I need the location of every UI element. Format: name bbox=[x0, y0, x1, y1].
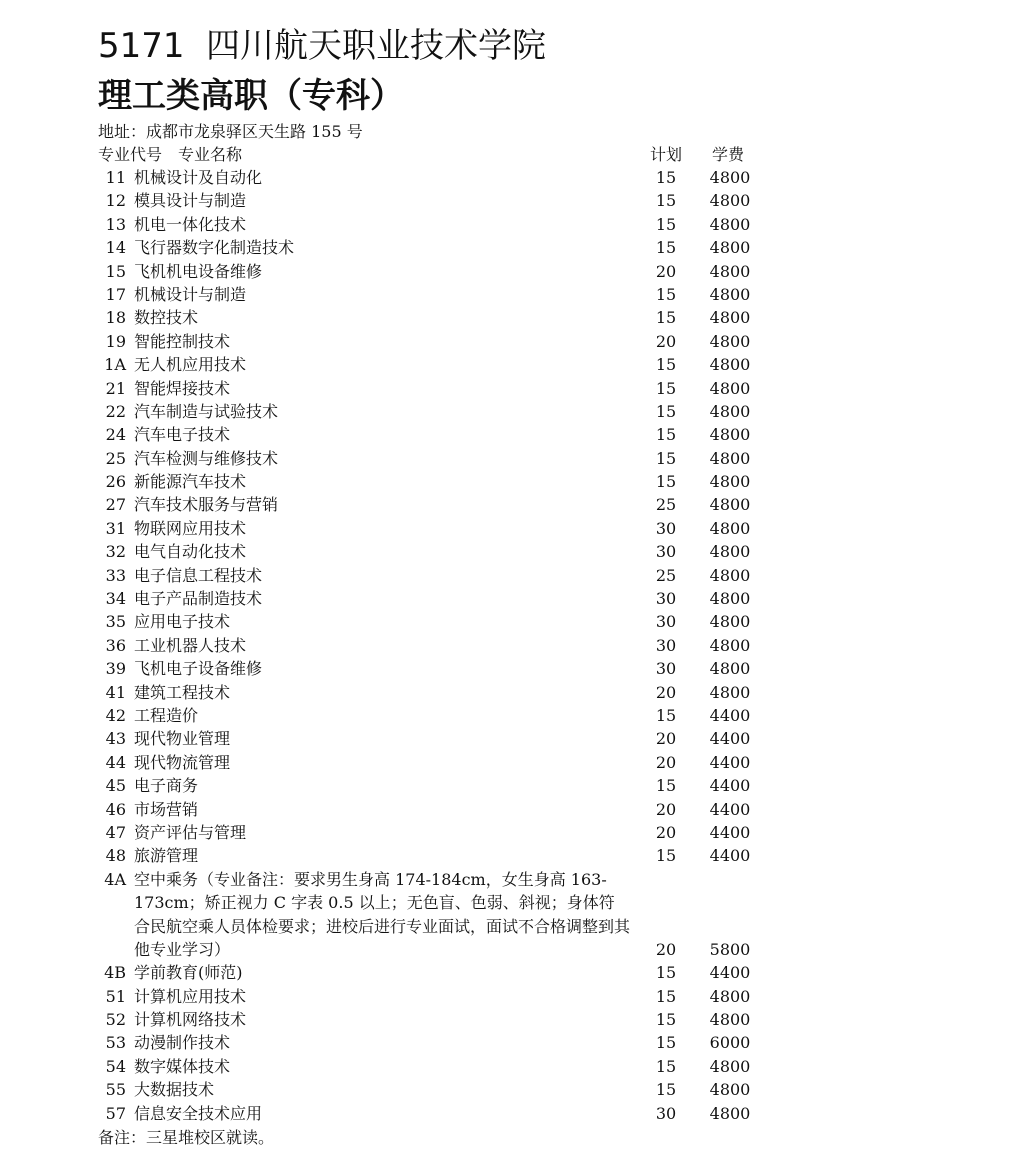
enrollment-plan: 30 bbox=[655, 1103, 677, 1123]
tuition-fee: 6000 bbox=[709, 1033, 751, 1053]
table-row bbox=[98, 961, 798, 984]
table-row bbox=[98, 868, 798, 962]
table-row bbox=[98, 681, 798, 704]
tuition-fee: 4800 bbox=[709, 542, 751, 562]
enrollment-plan: 15 bbox=[655, 1010, 677, 1030]
table-row bbox=[98, 353, 798, 376]
major-code: 39 bbox=[105, 659, 126, 679]
table-row bbox=[98, 236, 798, 259]
major-code: 22 bbox=[105, 401, 126, 421]
major-name: 计算机网络技术 bbox=[134, 1010, 247, 1030]
major-name: 物联网应用技术 bbox=[134, 518, 247, 538]
major-name: 市场营销 bbox=[134, 799, 199, 819]
enrollment-plan: 20 bbox=[655, 822, 677, 842]
major-code: 17 bbox=[105, 284, 126, 304]
major-code: 46 bbox=[105, 799, 126, 819]
tuition-fee: 4400 bbox=[709, 822, 751, 842]
major-name: 汽车制造与试验技术 bbox=[134, 401, 279, 421]
enrollment-plan: 15 bbox=[655, 191, 677, 211]
major-code: 41 bbox=[105, 682, 126, 702]
major-name: 电子信息工程技术 bbox=[134, 565, 263, 585]
enrollment-plan: 15 bbox=[655, 776, 677, 796]
major-name: 空中乘务（专业备注：要求男生身高 174-184cm，女生身高 163-173cm；矫正视力 C 字表 0.5 以上；无色盲、色弱、斜视；身体符合民航空乘人员体检要求；进校后进行专业面试，面试不合格调整到其他专业学习） bbox=[134, 869, 631, 959]
major-name: 工程造价 bbox=[134, 705, 199, 725]
major-name: 机械设计与制造 bbox=[134, 284, 247, 304]
major-name: 数控技术 bbox=[134, 308, 199, 328]
table-row bbox=[98, 330, 798, 353]
table-row bbox=[98, 260, 798, 283]
tuition-fee: 4800 bbox=[709, 355, 751, 375]
tuition-fee: 4800 bbox=[709, 472, 751, 492]
major-code: 21 bbox=[105, 378, 126, 398]
tuition-fee: 4800 bbox=[709, 191, 751, 211]
major-name: 飞机电子设备维修 bbox=[134, 659, 263, 679]
major-code: 19 bbox=[105, 331, 126, 351]
table-row bbox=[98, 1102, 798, 1125]
table-row bbox=[98, 213, 798, 236]
enrollment-plan: 15 bbox=[655, 168, 677, 187]
tuition-fee: 4800 bbox=[709, 308, 751, 328]
tuition-fee: 4800 bbox=[709, 425, 751, 445]
enrollment-plan: 15 bbox=[655, 308, 677, 328]
enrollment-plan: 15 bbox=[655, 846, 677, 866]
major-name: 机械设计及自动化 bbox=[134, 168, 263, 187]
major-name: 飞行器数字化制造技术 bbox=[134, 238, 295, 258]
tuition-fee: 4400 bbox=[709, 705, 751, 725]
enrollment-plan: 20 bbox=[655, 939, 677, 959]
tuition-fee: 4800 bbox=[709, 635, 751, 655]
enrollment-plan: 15 bbox=[655, 986, 677, 1006]
majors-table bbox=[98, 166, 798, 1125]
major-code: 42 bbox=[105, 705, 126, 725]
tuition-fee: 4800 bbox=[709, 518, 751, 538]
major-code: 25 bbox=[105, 448, 126, 468]
table-row bbox=[98, 610, 798, 633]
table-row bbox=[98, 189, 798, 212]
table-row bbox=[98, 493, 798, 516]
major-code: 24 bbox=[105, 425, 126, 445]
tuition-fee: 4800 bbox=[709, 1056, 751, 1076]
tuition-fee: 4800 bbox=[709, 168, 751, 187]
major-code: 12 bbox=[105, 191, 126, 211]
major-name: 智能控制技术 bbox=[134, 331, 231, 351]
table-row bbox=[98, 798, 798, 821]
footnote: 备注：三星堆校区就读。 bbox=[98, 1128, 275, 1147]
table-row bbox=[98, 634, 798, 657]
major-name: 机电一体化技术 bbox=[134, 214, 247, 234]
table-row bbox=[98, 1008, 798, 1031]
table-row bbox=[98, 540, 798, 563]
enrollment-plan: 25 bbox=[655, 565, 677, 585]
table-row bbox=[98, 377, 798, 400]
major-code: 15 bbox=[105, 261, 126, 281]
enrollment-plan: 20 bbox=[655, 752, 677, 772]
major-name: 数字媒体技术 bbox=[134, 1056, 231, 1076]
table-row bbox=[98, 657, 798, 680]
major-name: 现代物流管理 bbox=[134, 752, 231, 772]
enrollment-plan: 15 bbox=[655, 1056, 677, 1076]
tuition-fee: 4400 bbox=[709, 729, 751, 749]
major-code: 47 bbox=[105, 822, 126, 842]
tuition-fee: 4800 bbox=[709, 659, 751, 679]
enrollment-plan: 15 bbox=[655, 425, 677, 445]
tuition-fee: 4400 bbox=[709, 752, 751, 772]
major-name: 工业机器人技术 bbox=[134, 635, 247, 655]
tuition-fee: 4800 bbox=[709, 612, 751, 632]
tuition-fee: 4400 bbox=[709, 799, 751, 819]
enrollment-plan: 30 bbox=[655, 589, 677, 609]
major-name: 大数据技术 bbox=[134, 1080, 215, 1100]
table-row bbox=[98, 517, 798, 540]
major-name: 应用电子技术 bbox=[134, 612, 231, 632]
table-row bbox=[98, 306, 798, 329]
major-code: 44 bbox=[105, 752, 126, 772]
major-code: 32 bbox=[105, 542, 126, 562]
tuition-fee: 4800 bbox=[709, 448, 751, 468]
table-row bbox=[98, 985, 798, 1008]
major-name: 电子产品制造技术 bbox=[134, 589, 263, 609]
major-code: 14 bbox=[105, 238, 126, 258]
tuition-fee: 4800 bbox=[709, 495, 751, 515]
table-row bbox=[98, 283, 798, 306]
tuition-fee: 4400 bbox=[709, 846, 751, 866]
table-row bbox=[98, 751, 798, 774]
major-code: 54 bbox=[105, 1056, 126, 1076]
major-name: 模具设计与制造 bbox=[134, 191, 247, 211]
column-header-name: 专业名称 bbox=[178, 145, 243, 164]
major-name: 学前教育(师范) bbox=[134, 963, 243, 983]
enrollment-plan: 20 bbox=[655, 682, 677, 702]
table-row bbox=[98, 704, 798, 727]
enrollment-plan: 15 bbox=[655, 355, 677, 375]
enrollment-plan: 15 bbox=[655, 401, 677, 421]
tuition-fee: 4800 bbox=[709, 589, 751, 609]
tuition-fee: 4800 bbox=[709, 682, 751, 702]
column-header-plan: 计划 bbox=[650, 145, 683, 164]
major-code: 18 bbox=[105, 308, 126, 328]
tuition-fee: 4800 bbox=[709, 401, 751, 421]
major-code: 33 bbox=[105, 565, 126, 585]
tuition-fee: 4800 bbox=[709, 1010, 751, 1030]
table-row bbox=[98, 447, 798, 470]
major-name: 旅游管理 bbox=[134, 846, 199, 866]
tuition-fee: 4400 bbox=[709, 776, 751, 796]
major-name: 电气自动化技术 bbox=[134, 542, 247, 562]
enrollment-plan: 30 bbox=[655, 518, 677, 538]
major-name: 信息安全技术应用 bbox=[134, 1103, 263, 1123]
major-code: 36 bbox=[105, 635, 126, 655]
table-row bbox=[98, 564, 798, 587]
major-code: 55 bbox=[105, 1080, 126, 1100]
major-code: 11 bbox=[105, 168, 126, 187]
major-name: 电子商务 bbox=[134, 776, 199, 796]
column-header-fee: 学费 bbox=[712, 145, 745, 164]
enrollment-plan: 25 bbox=[655, 495, 677, 515]
enrollment-plan: 15 bbox=[655, 238, 677, 258]
major-code: 27 bbox=[105, 495, 126, 515]
enrollment-plan: 30 bbox=[655, 542, 677, 562]
major-code: 13 bbox=[105, 214, 126, 234]
school-name: 四川航天职业技术学院 bbox=[206, 26, 546, 66]
tuition-fee: 4800 bbox=[709, 214, 751, 234]
tuition-fee: 4800 bbox=[709, 238, 751, 258]
table-row bbox=[98, 1055, 798, 1078]
tuition-fee: 4800 bbox=[709, 565, 751, 585]
major-name: 飞机机电设备维修 bbox=[134, 261, 263, 281]
major-name: 汽车技术服务与营销 bbox=[134, 495, 279, 515]
table-row bbox=[98, 774, 798, 797]
tuition-fee: 4800 bbox=[709, 1103, 751, 1123]
major-code: 48 bbox=[105, 846, 126, 866]
enrollment-plan: 15 bbox=[655, 378, 677, 398]
major-name: 智能焊接技术 bbox=[134, 378, 231, 398]
major-code: 45 bbox=[105, 776, 126, 796]
school-title bbox=[98, 20, 546, 72]
tuition-fee: 4800 bbox=[709, 284, 751, 304]
major-name: 汽车电子技术 bbox=[134, 425, 231, 445]
enrollment-plan: 20 bbox=[655, 729, 677, 749]
major-code: 1A bbox=[104, 355, 126, 375]
table-row bbox=[98, 470, 798, 493]
enrollment-plan: 15 bbox=[655, 284, 677, 304]
table-row bbox=[98, 423, 798, 446]
enrollment-plan: 15 bbox=[655, 1033, 677, 1053]
major-code: 35 bbox=[105, 612, 126, 632]
table-row bbox=[98, 1078, 798, 1101]
major-code: 4B bbox=[104, 963, 126, 983]
major-name: 汽车检测与维修技术 bbox=[134, 448, 279, 468]
major-name: 现代物业管理 bbox=[134, 729, 231, 749]
tuition-fee: 4400 bbox=[709, 963, 751, 983]
major-code: 51 bbox=[105, 986, 126, 1006]
enrollment-plan: 15 bbox=[655, 963, 677, 983]
major-code: 53 bbox=[105, 1033, 126, 1053]
major-code: 57 bbox=[105, 1103, 126, 1123]
major-name: 资产评估与管理 bbox=[134, 822, 247, 842]
table-row bbox=[98, 844, 798, 867]
major-name: 无人机应用技术 bbox=[134, 355, 247, 375]
school-code: 5171 bbox=[98, 26, 185, 66]
enrollment-plan: 15 bbox=[655, 705, 677, 725]
enrollment-plan: 20 bbox=[655, 799, 677, 819]
major-code: 34 bbox=[105, 589, 126, 609]
major-name: 建筑工程技术 bbox=[134, 682, 231, 702]
table-row bbox=[98, 587, 798, 610]
major-code: 31 bbox=[105, 518, 126, 538]
tuition-fee: 5800 bbox=[709, 939, 751, 959]
column-header-code: 专业代号 bbox=[98, 145, 163, 164]
tuition-fee: 4800 bbox=[709, 378, 751, 398]
enrollment-plan: 15 bbox=[655, 472, 677, 492]
major-name: 计算机应用技术 bbox=[134, 986, 247, 1006]
enrollment-plan: 30 bbox=[655, 612, 677, 632]
table-row bbox=[98, 400, 798, 423]
admission-category: 理工类高职（专科） bbox=[98, 76, 404, 116]
tuition-fee: 4800 bbox=[709, 1080, 751, 1100]
tuition-fee: 4800 bbox=[709, 331, 751, 351]
major-name: 动漫制作技术 bbox=[134, 1033, 231, 1053]
tuition-fee: 4800 bbox=[709, 986, 751, 1006]
table-row bbox=[98, 821, 798, 844]
enrollment-plan: 30 bbox=[655, 635, 677, 655]
table-row bbox=[98, 166, 798, 189]
enrollment-plan: 20 bbox=[655, 331, 677, 351]
table-row bbox=[98, 727, 798, 750]
major-code: 43 bbox=[105, 729, 126, 749]
tuition-fee: 4800 bbox=[709, 261, 751, 281]
school-address: 地址：成都市龙泉驿区天生路 155 号 bbox=[98, 122, 363, 141]
major-code: 52 bbox=[105, 1010, 126, 1030]
enrollment-plan: 15 bbox=[655, 1080, 677, 1100]
enrollment-plan: 15 bbox=[655, 214, 677, 234]
major-code: 4A bbox=[104, 869, 126, 889]
enrollment-plan: 20 bbox=[655, 261, 677, 281]
table-header bbox=[98, 143, 798, 166]
table-row bbox=[98, 1031, 798, 1054]
major-code: 26 bbox=[105, 472, 126, 492]
major-name: 新能源汽车技术 bbox=[134, 472, 247, 492]
enrollment-plan: 15 bbox=[655, 448, 677, 468]
enrollment-plan: 30 bbox=[655, 659, 677, 679]
